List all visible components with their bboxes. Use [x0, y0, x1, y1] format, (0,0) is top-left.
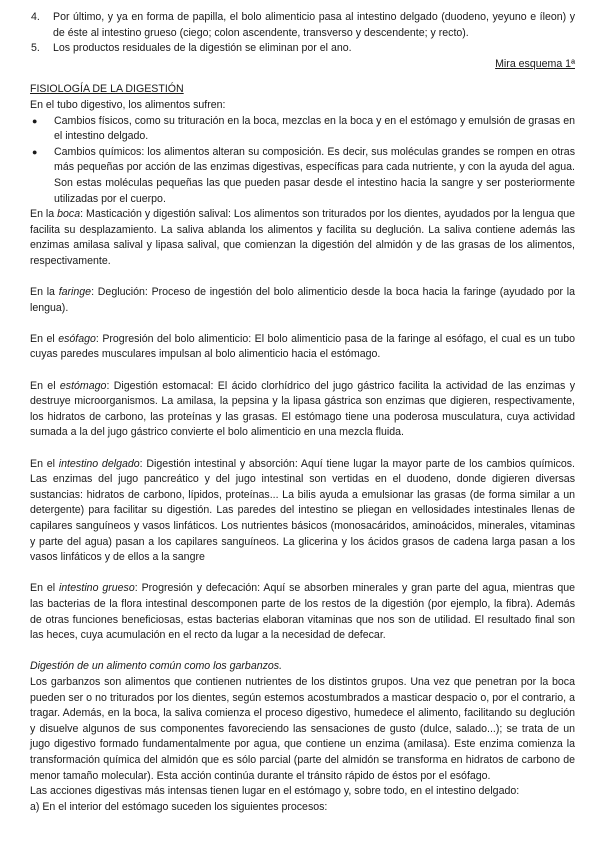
- organ-paragraph-boca: En la boca: Masticación y digestión salival: Los alimentos son triturados por los dientes, ayudados por la lengua que facilita su desplazamiento. La saliva ablanda los alimentos y facilita su deglución. La saliva contiene además las enzimas amilasa salival y lipasa salival, que comienzan la digestión del almidón y de las grasas de los alimentos, respectivamente.: [30, 208, 575, 267]
- list-number: 4.: [31, 11, 40, 23]
- closing-subitem: a) En el interior del estómago suceden los siguientes procesos:: [30, 800, 328, 813]
- organ-paragraph-intestino-grueso: En el intestino grueso: Progresión y defecación: Aquí se absorben minerales y gran parte del agua, mientras que las bacterias de la flora intestinal descomponen parte de los restos de la digestión (por ejemplo, la fibra). Además de otras funciones beneficiosas, estas bacterias elaboran vitaminas que nos son de utilidad. El resultado final son las heces, cuya acumulación en el recto da lugar a la necesidad de defecar.: [30, 582, 576, 642]
- list-item: [30, 41, 575, 57]
- schema-link[interactable]: Mira esquema 1ª: [495, 57, 575, 70]
- organ-paragraph-faringe: En la faringe: Deglución: Proceso de ingestión del bolo alimenticio desde la boca hacia la faringe (ayudado por la lengua).: [30, 286, 575, 314]
- organ-paragraph-esofago: En el esófago: Progresión del bolo alimenticio: El bolo alimenticio pasa de la faringe al esófago, el cual es un tubo cuyas paredes musculares impulsan al bolo alimenticio hacia el estómago.: [30, 332, 576, 361]
- organ-paragraph-intestino-delgado: En el intestino delgado: Digestión intestinal y absorción: Aquí tiene lugar la mayor parte de los cambios químicos. Las enzimas del jugo pancreático y del jugo intestinal son vertidas en el duodeno, donde digieren diversas sustancias: hidratos de carbono, lípidos, proteínas... La bilis ayuda a emulsionar las grasas (de forma similar a un detergente) para facilitar su digestión. Las paredes del intestino se pliegan en vellosidades intestinales llenas de capilares sanguíneos y vasos linfáticos. Los nutrientes básicos (monosacáridos, aminoácidos, minerales, vitaminas y parte del agua) pasan a los capilares sanguíneos. La glicerina y los ácidos grasos de cadena larga pasan a los vasos linfáticos y de ellos a la sangre: [30, 457, 575, 564]
- organ-name: esófago: [58, 332, 96, 345]
- organ-name: intestino grueso: [59, 582, 135, 595]
- bullet-item: [30, 114, 575, 145]
- bullet-text: Cambios químicos: los alimentos alteran su composición. Es decir, sus moléculas grandes se rompen en otras más pequeñas por acción de las enzimas digestivas, específicas para cada nutriente, y con la ayuda del agua. Son estas moléculas pequeñas las que pueden pasar desde el intestino hacia la sangre y ser posteriormente utilizadas por el cuerpo.: [54, 145, 575, 205]
- organ-paragraph-estomago: En el estómago: Digestión estomacal: El ácido clorhídrico del jugo gástrico facilita la actividad de las enzimas y destruye microorganismos. La amilasa, la pepsina y la lipasa gástrica son enzimas que digieren, respectivamente, los hidratos de carbono, las proteínas y las grasas. El estómago tiene una poderosa musculatura, cuya actividad sumada a la del jugo gástrico convierte el bolo alimenticio en una mezcla fluida.: [30, 379, 575, 439]
- section-title: FISIOLOGÍA DE LA DIGESTIÓN: [30, 83, 184, 96]
- bullet-icon: ●: [32, 146, 38, 157]
- bullet-text: Cambios físicos, como su trituración en la boca, mezclas en la boca y en el estómago y emulsión de grasas en el intestino delgado.: [54, 114, 575, 143]
- example-text: Los garbanzos son alimentos que contienen nutrientes de los distintos grupos. Una vez que penetran por la boca pueden ser o no triturados por los dientes, según estemos acostumbrados a masticar despacio o, por el contrario, a tragar. Además, en la boca, la saliva comienza el proceso digestivo, humedece el alimento, facilitando su deglución y disuelve algunos de sus componentes favoreciendo las sensaciones de gusto (dulce, salado...); se trata de un jugo digestivo formado fundamentalmente por agua, que contiene un enzima (amilasa). Este enzima comienza la transformación química del almidón que es sólo parcial (parte del almidón se transforma en hidratos de carbono de menor tamaño molecular). Esta acción continúa durante el tránsito rápido de éstos por el esófago.: [30, 675, 575, 782]
- organ-name: intestino delgado: [58, 457, 140, 470]
- organ-name: faringe: [58, 286, 92, 299]
- document-page: [30, 10, 575, 815]
- example-title: Digestión de un alimento común como los garbanzos.: [30, 660, 283, 673]
- organ-name: boca: [57, 208, 81, 221]
- list-text: Los productos residuales de la digestión se eliminan por el ano.: [53, 42, 352, 55]
- list-number: 5.: [31, 42, 40, 55]
- closing-text: Las acciones digestivas más intensas tienen lugar en el estómago y, sobre todo, en el intestino delgado:: [30, 785, 520, 798]
- organ-name: estómago: [59, 379, 107, 392]
- list-item: [30, 10, 575, 41]
- list-text: Por último, y ya en forma de papilla, el bolo alimenticio pasa al intestino delgado (duodeno, yeyuno e íleon) y de éste al intestino grueso (ciego; colon ascendente, transverso y descendente; y recto).: [53, 11, 575, 39]
- bullet-item: [30, 145, 575, 207]
- bullet-icon: ●: [32, 115, 38, 126]
- intro-text: En el tubo digestivo, los alimentos sufren:: [30, 98, 226, 111]
